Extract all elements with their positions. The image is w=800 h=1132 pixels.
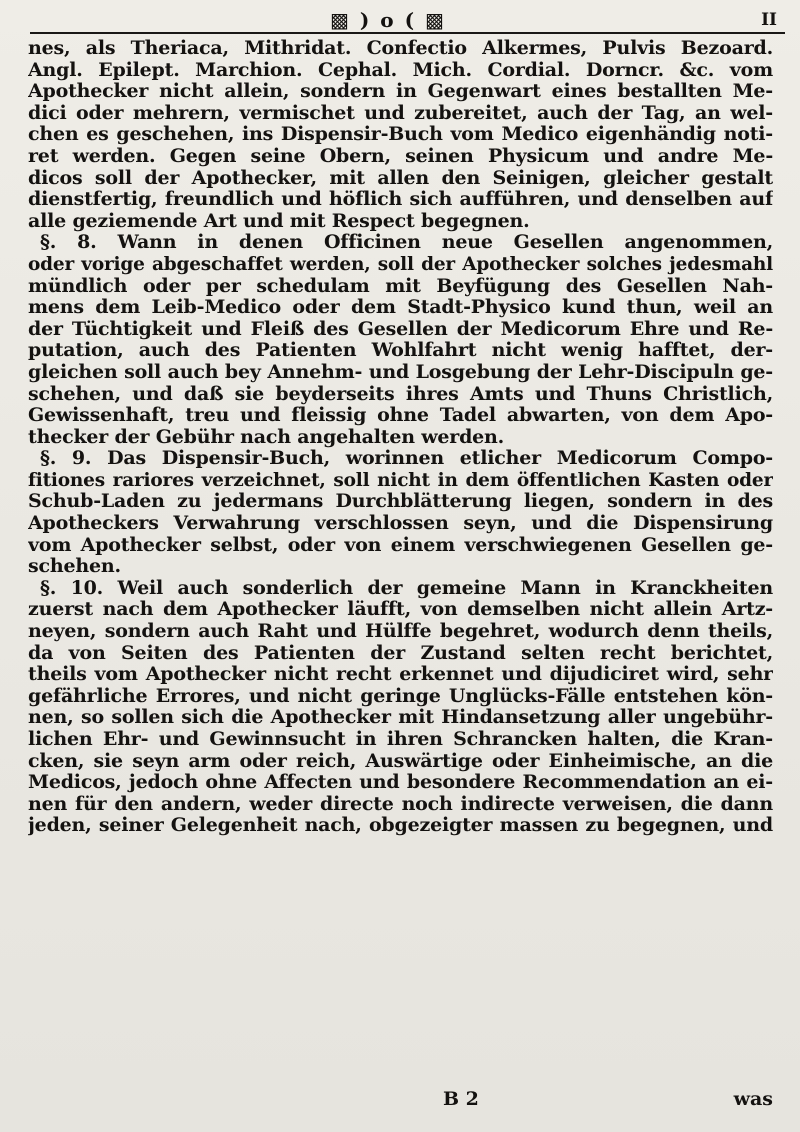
text-line: mündlich oder per schedulam mit Beyfügung des Gesellen Nah- xyxy=(28,275,773,297)
page-header xyxy=(30,8,785,34)
text-line: jeden, seiner Gelegenheit nach, obgezeigter massen zu begegnen, und xyxy=(28,815,773,837)
text-line: der Tüchtigkeit und Fleiß des Gesellen der Medicorum Ehre und Re- xyxy=(28,318,773,340)
text-line: zuerst nach dem Apothecker läufft, von demselben nicht allein Artz- xyxy=(28,599,773,621)
text-line: schehen, und daß sie beyderseits ihres Amts und Thuns Christlich, xyxy=(28,383,773,405)
page-number: II xyxy=(761,10,777,30)
text-line: alle geziemende Art und mit Respect begegnen. xyxy=(28,210,530,232)
text-line: mens dem Leib-Medico oder dem Stadt-Physico kund thun, weil an xyxy=(28,297,773,319)
text-line: cken, sie seyn arm oder reich, Auswärtige oder Einheimische, an die xyxy=(28,750,773,772)
catchword: was xyxy=(733,1088,773,1110)
text-line: putation, auch des Patienten Wohlfahrt nicht wenig hafftet, der- xyxy=(28,340,773,362)
text-line: oder vorige abgeschaffet werden, soll der Apothecker solches jedesmahl xyxy=(28,253,773,275)
page-footer xyxy=(28,1088,773,1112)
section-heading-line: §. 8. Wann in denen Officinen neue Gesellen angenommen, xyxy=(40,232,773,254)
text-line: nes, als Theriaca, Mithridat. Confectio Alkermes, Pulvis Bezoard. xyxy=(28,38,773,59)
text-line: Medicos, jedoch ohne Affecten und besondere Recommendation an ei- xyxy=(28,772,773,794)
body-text xyxy=(28,38,773,837)
text-line: gefährliche Errores, und nicht geringe Unglücks-Fälle entstehen kön- xyxy=(28,685,773,707)
text-line: gleichen soll auch bey Annehm- und Losgebung der Lehr-Discipuln ge- xyxy=(28,361,773,383)
text-line: da von Seiten des Patienten der Zustand selten recht berichtet, xyxy=(28,642,773,664)
text-line: theils vom Apothecker nicht recht erkennet und dijudiciret wird, sehr xyxy=(28,664,773,686)
text-line: Apothecker nicht allein, sondern in Gegenwart eines bestallten Me- xyxy=(28,81,773,103)
text-line: dienstfertig, freundlich und höflich sich aufführen, und denselben auf xyxy=(28,189,773,211)
text-line: nen, so sollen sich die Apothecker mit Hindansetzung aller ungebühr- xyxy=(28,707,773,729)
header-ornament: ▩ ) o ( ▩ xyxy=(330,8,446,32)
text-line: schehen. xyxy=(28,556,121,578)
signature-mark: B 2 xyxy=(443,1088,479,1110)
text-line: vom Apothecker selbst, oder von einem verschwiegenen Gesellen ge- xyxy=(28,534,773,556)
text-line: chen es geschehen, ins Dispensir-Buch vom Medico eigenhändig noti- xyxy=(28,124,773,146)
text-line: ret werden. Gegen seine Obern, seinen Physicum und andre Me- xyxy=(28,145,773,167)
text-line: nen für den andern, weder directe noch indirecte verweisen, die dann xyxy=(28,793,773,815)
text-line: dici oder mehrern, vermischet und zubereitet, auch der Tag, an wel- xyxy=(28,102,773,124)
text-line: Gewissenhaft, treu und fleissig ohne Tadel abwarten, von dem Apo- xyxy=(28,405,773,427)
text-line: Schub-Laden zu jedermans Durchblätterung liegen, sondern in des xyxy=(28,491,773,513)
text-line: Apotheckers Verwahrung verschlossen seyn, und die Dispensirung xyxy=(28,513,773,535)
text-line: lichen Ehr- und Gewinnsucht in ihren Schrancken halten, die Kran- xyxy=(28,729,773,750)
text-line: dicos soll der Apothecker, mit allen den Seinigen, gleicher gestalt xyxy=(28,167,773,189)
text-line: Angl. Epilept. Marchion. Cephal. Mich. Cordial. Dorncr. &c. vom xyxy=(28,59,773,81)
text-line: neyen, sondern auch Raht und Hülffe begehret, wodurch denn theils, xyxy=(28,621,773,643)
section-heading-line: §. 10. Weil auch sonderlich der gemeine Mann in Kranckheiten xyxy=(40,577,773,599)
text-line: thecker der Gebühr nach angehalten werden. xyxy=(28,426,505,448)
section-heading-line: §. 9. Das Dispensir-Buch, worinnen etlicher Medicorum Compo- xyxy=(40,448,773,470)
text-line: fitiones rariores verzeichnet, soll nicht in dem öffentlichen Kasten oder xyxy=(28,469,773,491)
